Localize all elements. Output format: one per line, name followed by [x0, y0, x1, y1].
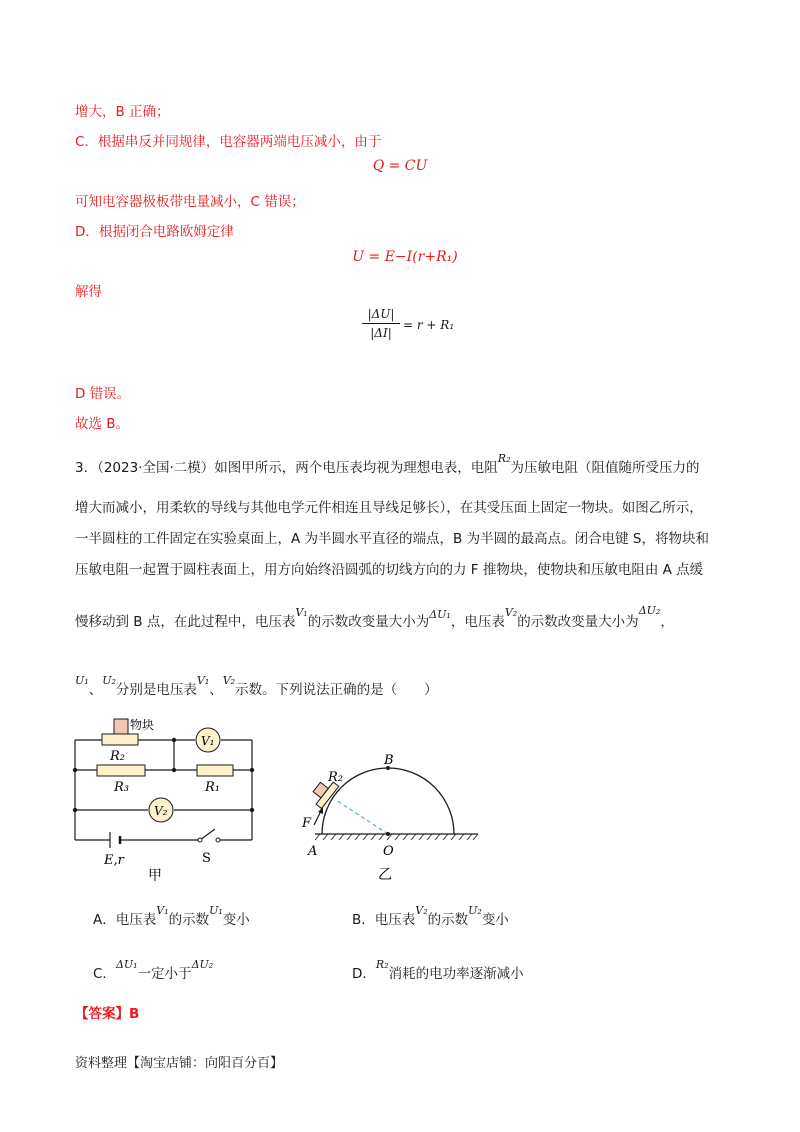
label-r1: R₁: [205, 780, 220, 795]
option-d: D．$^{R_2}$消耗的电功率逐渐减小: [352, 958, 524, 982]
label-a: A: [308, 844, 318, 859]
fraction-rhs: = r + R₁: [403, 318, 455, 332]
semicircle-diagram-yi: [300, 745, 485, 885]
symbol-v2: V₂: [222, 674, 236, 687]
symbol-du2: ΔU₂: [638, 604, 661, 617]
label-s: S: [202, 851, 211, 866]
radius-dashed: [336, 800, 388, 834]
solution-line: 故选 B。: [75, 416, 130, 432]
equation-ohm: U = E−I(r+R₁): [352, 249, 458, 265]
question-text: 的示数改变量大小为: [307, 614, 430, 630]
symbol-v2: V₂: [415, 904, 428, 917]
symbol-u1: U₁: [75, 674, 89, 687]
solution-line: 增大，B 正确；: [75, 104, 170, 120]
option-c: C．$^{\Delta U_1}$一定小于$^{\Delta U_2}$: [93, 958, 214, 982]
symbol-v1: V₁: [295, 606, 308, 619]
question-text: 如图甲所示，两个电压表均视为理想电表，电阻: [214, 460, 498, 476]
symbol-r2: R₂: [497, 452, 511, 465]
label-v2: V₂: [154, 804, 168, 818]
resistor-r1: [197, 765, 233, 776]
separator: 、: [209, 682, 223, 698]
question-line: [75, 452, 700, 476]
question-text: ，电压表: [450, 614, 505, 630]
option-a: A．电压表$^{V_1}$的示数$^{U_1}$变小: [93, 904, 250, 928]
question-line: [75, 604, 674, 630]
fraction: [362, 307, 400, 340]
question-line: 压敏电阻一起置于圆柱表面上，用方向始终沿圆弧的切线方向的力 F 推物块，使物块和压敏电阻由 A 点缓: [75, 562, 704, 578]
label-r2: R₂: [328, 770, 343, 785]
circuit-diagram-jia: [70, 712, 270, 887]
question-line: 一半圆柱的工件固定在实验桌面上，A 为半圆水平直径的端点，B 为半圆的最高点。闭合电键 S，将物块和: [75, 531, 709, 547]
caption-yi: 乙: [378, 867, 392, 883]
question-text: 为压敏电阻（阻值随所受压力的: [510, 460, 700, 476]
symbol-r2: R₂: [375, 958, 389, 971]
question-line: [75, 674, 438, 698]
symbol-u2: U₂: [102, 674, 116, 687]
block: [114, 719, 128, 734]
label-o: O: [383, 844, 394, 859]
symbol-du1: ΔU₁: [429, 608, 451, 621]
symbol-u2: U₂: [468, 904, 482, 917]
question-line: 增大而减小，用柔软的导线与其他电学元件相连且导线足够长），在其受压面上固定一物块。如图乙所示，: [75, 500, 703, 516]
resistor-r2: [102, 734, 138, 745]
fraction-bar: [362, 323, 400, 324]
equation-q-cu: Q = CU: [372, 158, 428, 174]
label-f: F: [302, 816, 312, 831]
symbol-du2: ΔU₂: [191, 958, 214, 971]
question-text: ，: [660, 614, 674, 630]
question-text: 慢移动到 B 点，在此过程中，电压表: [75, 614, 296, 630]
separator: 、: [88, 682, 103, 698]
question-text: 示数。下列说法正确的是（ ）: [235, 682, 438, 698]
solution-line: D．根据闭合电路欧姆定律: [75, 224, 234, 240]
label-er: E,r: [104, 853, 124, 868]
fraction-denominator: |ΔI|: [370, 326, 392, 340]
label-v1: V₁: [201, 734, 215, 748]
symbol-du1: ΔU₁: [115, 958, 138, 971]
symbol-v1: V₁: [156, 904, 169, 917]
option-b: B．电压表$^{V_2}$的示数$^{U_2}$变小: [352, 904, 509, 928]
solution-line: C．根据串反并同规律，电容器两端电压减小，由于: [75, 134, 382, 150]
symbol-v2: V₂: [504, 606, 518, 619]
fraction-numerator: |ΔU|: [367, 307, 395, 321]
symbol-u1: U₁: [209, 904, 223, 917]
question-number: 3．: [75, 460, 98, 476]
footer-source: 资料整理【淘宝店铺：向阳百分百】: [75, 1056, 284, 1071]
label-r2: R₂: [110, 749, 125, 764]
solution-line: D 错误。: [75, 386, 131, 402]
resistor-r3: [97, 765, 145, 776]
label-r3: R₃: [114, 780, 129, 795]
caption-jia: 甲: [148, 868, 162, 884]
answer: 【答案】B: [75, 1006, 140, 1022]
solution-line: 可知电容器极板带电量减小，C 错误；: [75, 194, 305, 210]
question-text: 的示数改变量大小为: [517, 614, 639, 630]
label-b: B: [384, 753, 394, 768]
question-source: （2023·全国·二模）: [97, 460, 215, 476]
question-text: 分别是电压表: [115, 682, 197, 698]
solution-line: 解得: [75, 284, 102, 300]
label-block: 物块: [130, 718, 155, 732]
symbol-v1: V₁: [196, 674, 210, 687]
